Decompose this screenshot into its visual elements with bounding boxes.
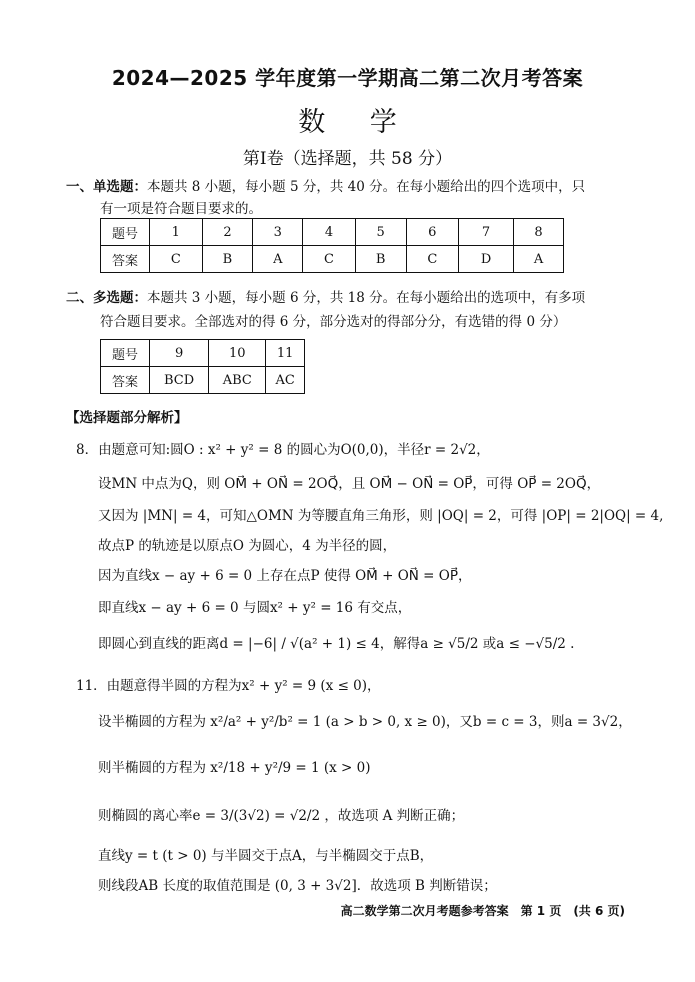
q11-line: 设半椭圆的方程为 x²/a² + y²/b² = 1 (a > b > 0, x ≥ 0)，又b = c = 3，则a = 3√2， — [98, 714, 632, 730]
cell-number: 10 — [209, 340, 266, 367]
cell-number: 3 — [253, 219, 303, 246]
section1-heading — [66, 176, 585, 198]
table-row-answers — [101, 367, 305, 394]
cell-answer: A — [253, 246, 303, 273]
q8-line: 即圆心到直线的距离d = |−6| / √(a² + 1) ≤ 4，解得a ≥ √5/2 或a ≤ −√5/2 . — [98, 636, 575, 652]
page-footer: 高二数学第二次月考题参考答案 第 1 页 (共 6 页) — [340, 904, 625, 918]
table-row-numbers — [101, 219, 564, 246]
section1-desc-1: 本题共 8 小题，每小题 5 分，共 40 分。在每小题给出的四个选项中，只 — [147, 179, 586, 195]
cell-number: 5 — [355, 219, 406, 246]
cell-answer: C — [303, 246, 356, 273]
cell-answer: ABC — [209, 367, 266, 394]
multi-choice-table — [100, 339, 305, 394]
cell-number: 7 — [459, 219, 514, 246]
row-label-number: 题号 — [101, 219, 150, 246]
cell-answer: C — [406, 246, 459, 273]
q8-line: 因为直线x − ay + 6 = 0 上存在点P 使得 OM⃗ + ON⃗ = OP⃗， — [98, 568, 472, 584]
table-row-answers — [101, 246, 564, 273]
q11-line: 11．由题意得半圆的方程为x² + y² = 9 (x ≤ 0)， — [76, 678, 381, 694]
q8-line: 即直线x − ay + 6 = 0 与圆x² + y² = 16 有交点， — [98, 600, 412, 616]
q11-line: 直线y = t (t > 0) 与半圆交于点A，与半椭圆交于点B， — [98, 848, 434, 864]
single-choice-table — [100, 218, 564, 273]
document-title: 2024—2025 学年度第一学期高二第二次月考答案 — [111, 66, 584, 90]
q8-line: 8．由题意可知:圆O : x² + y² = 8 的圆心为O(0,0)，半径r = 2√2， — [76, 442, 490, 458]
cell-answer: AC — [266, 367, 305, 394]
section2-desc-2: 符合题目要求。全部选对的得 6 分，部分选对的得部分分，有选错的得 0 分） — [100, 314, 567, 330]
cell-answer: D — [459, 246, 514, 273]
row-label-number: 题号 — [101, 340, 150, 367]
cell-number: 4 — [303, 219, 356, 246]
q8-line: 设MN 中点为Q，则 OM⃗ + ON⃗ = 2OQ⃗，且 OM⃗ − ON⃗ = OP⃗，可得 OP⃗ = 2OQ⃗， — [98, 476, 601, 492]
cell-answer: B — [202, 246, 253, 273]
analysis-heading: 【选择题部分解析】 — [66, 410, 188, 426]
q8-line: 又因为 |MN| = 4，可知△OMN 为等腰直角三角形，则 |OQ| = 2，可得 |OP| = 2|OQ| = 4, — [98, 508, 664, 524]
cell-answer: BCD — [150, 367, 209, 394]
cell-number: 9 — [150, 340, 209, 367]
part-title: 第Ⅰ卷（选择题，共 58 分） — [242, 149, 453, 169]
section2-heading — [66, 287, 585, 309]
q11-line: 则椭圆的离心率e = 3/(3√2) = √2/2 ，故选项 A 判断正确； — [98, 808, 465, 824]
section1-label: 一、单选题： — [66, 179, 147, 195]
cell-answer: B — [355, 246, 406, 273]
cell-answer: C — [150, 246, 203, 273]
cell-number: 2 — [202, 219, 253, 246]
cell-number: 6 — [406, 219, 459, 246]
row-label-answer: 答案 — [101, 367, 150, 394]
cell-number: 8 — [514, 219, 564, 246]
q11-line: 则半椭圆的方程为 x²/18 + y²/9 = 1 (x > 0) — [98, 760, 371, 776]
row-label-answer: 答案 — [101, 246, 150, 273]
table-row-numbers — [101, 340, 305, 367]
cell-number: 11 — [266, 340, 305, 367]
section2-desc-1: 本题共 3 小题，每小题 6 分，共 18 分。在每小题给出的选项中，有多项 — [147, 290, 586, 306]
cell-answer: A — [514, 246, 564, 273]
cell-number: 1 — [150, 219, 203, 246]
q11-line: 则线段AB 长度的取值范围是 (0, 3 + 3√2]．故选项 B 判断错误； — [98, 878, 497, 894]
section2-label: 二、多选题： — [66, 290, 147, 306]
section1-desc-2: 有一项是符合题目要求的。 — [100, 201, 262, 217]
subject-title: 数 学 — [298, 107, 415, 138]
q8-line: 故点P 的轨迹是以原点O 为圆心，4 为半径的圆， — [98, 538, 397, 554]
